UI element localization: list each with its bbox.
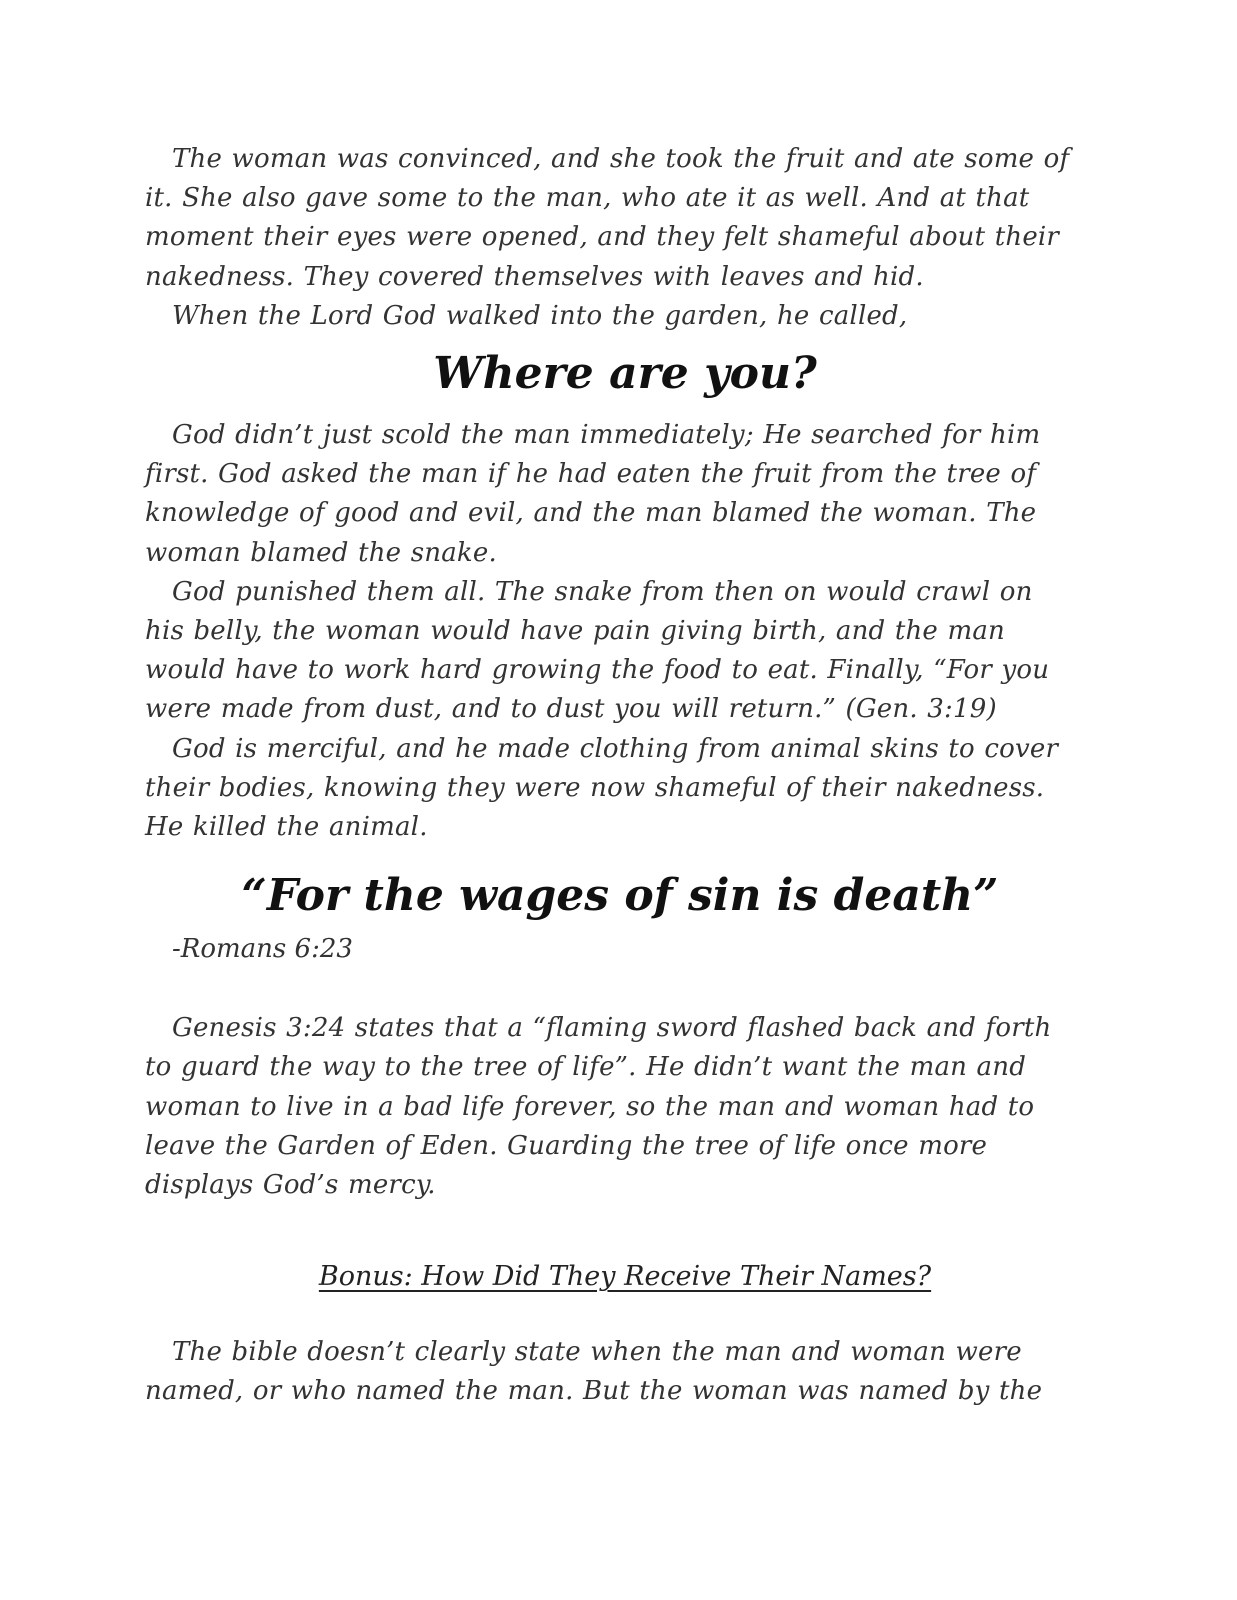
paragraph-god-called: [145, 297, 1075, 336]
paragraph-god-punished-text: God punished them all. The snake from then on would crawl on his belly, the woman would have pain giving birth, and the man would have to work hard growing the food to eat. Finally, “For you were made from dust, and to dust you will return.” (Gen. 3:19): [145, 576, 1050, 725]
verse-attribution: -Romans 6:23: [172, 934, 353, 965]
bonus-heading-text: Bonus: How Did They Receive Their Names?: [318, 1261, 932, 1293]
paragraph-god-searched-text: God didn’t just scold the man immediately; He searched for him first. God asked the man if he had eaten the fruit from the tree of knowledge of good and evil, and the man blamed the woman. The woman blamed the snake.: [145, 420, 1041, 568]
paragraph-god-called-text: When the Lord God walked into the garden, he called,: [172, 300, 908, 331]
paragraph-flaming-sword: [145, 1009, 1075, 1205]
paragraph-fruit-eaten-text: The woman was convinced, and she took the fruit and ate some of it. She also gave some to the man, who ate it as well. And at that moment their eyes were opened, and they felt shameful about their nakedness. They covered themselves with leaves and hid.: [145, 144, 1070, 292]
spacer: [145, 1297, 1075, 1333]
callout-wages-of-sin: “For the wages of sin is death”: [241, 870, 999, 922]
callout-where-are-you: Where are you?: [433, 348, 817, 400]
document-page: [145, 140, 1075, 1412]
spacer: [145, 969, 1075, 1009]
paragraph-god-merciful: [145, 730, 1075, 848]
paragraph-god-punished: [145, 573, 1075, 730]
paragraph-god-searched: [145, 416, 1075, 573]
paragraph-god-merciful-text: God is merciful, and he made clothing from animal skins to cover their bodies, knowing they were now shameful of their nakedness. He killed the animal.: [145, 733, 1059, 843]
spacer: [145, 1205, 1075, 1257]
paragraph-names-text: The bible doesn’t clearly state when the man and woman were named, or who named the man. But the woman was named by the: [145, 1337, 1043, 1407]
paragraph-names: [145, 1333, 1075, 1411]
bonus-heading: [145, 1257, 1075, 1297]
paragraph-flaming-sword-text: Genesis 3:24 states that a “flaming sword flashed back and forth to guard the way to the tree of life”. He didn’t want the man and woman to live in a bad life forever, so the man and woman had to leave the Garden of Eden. Guarding the tree of life once more displays God’s mercy.: [145, 1013, 1052, 1201]
paragraph-fruit-eaten: [145, 140, 1075, 297]
